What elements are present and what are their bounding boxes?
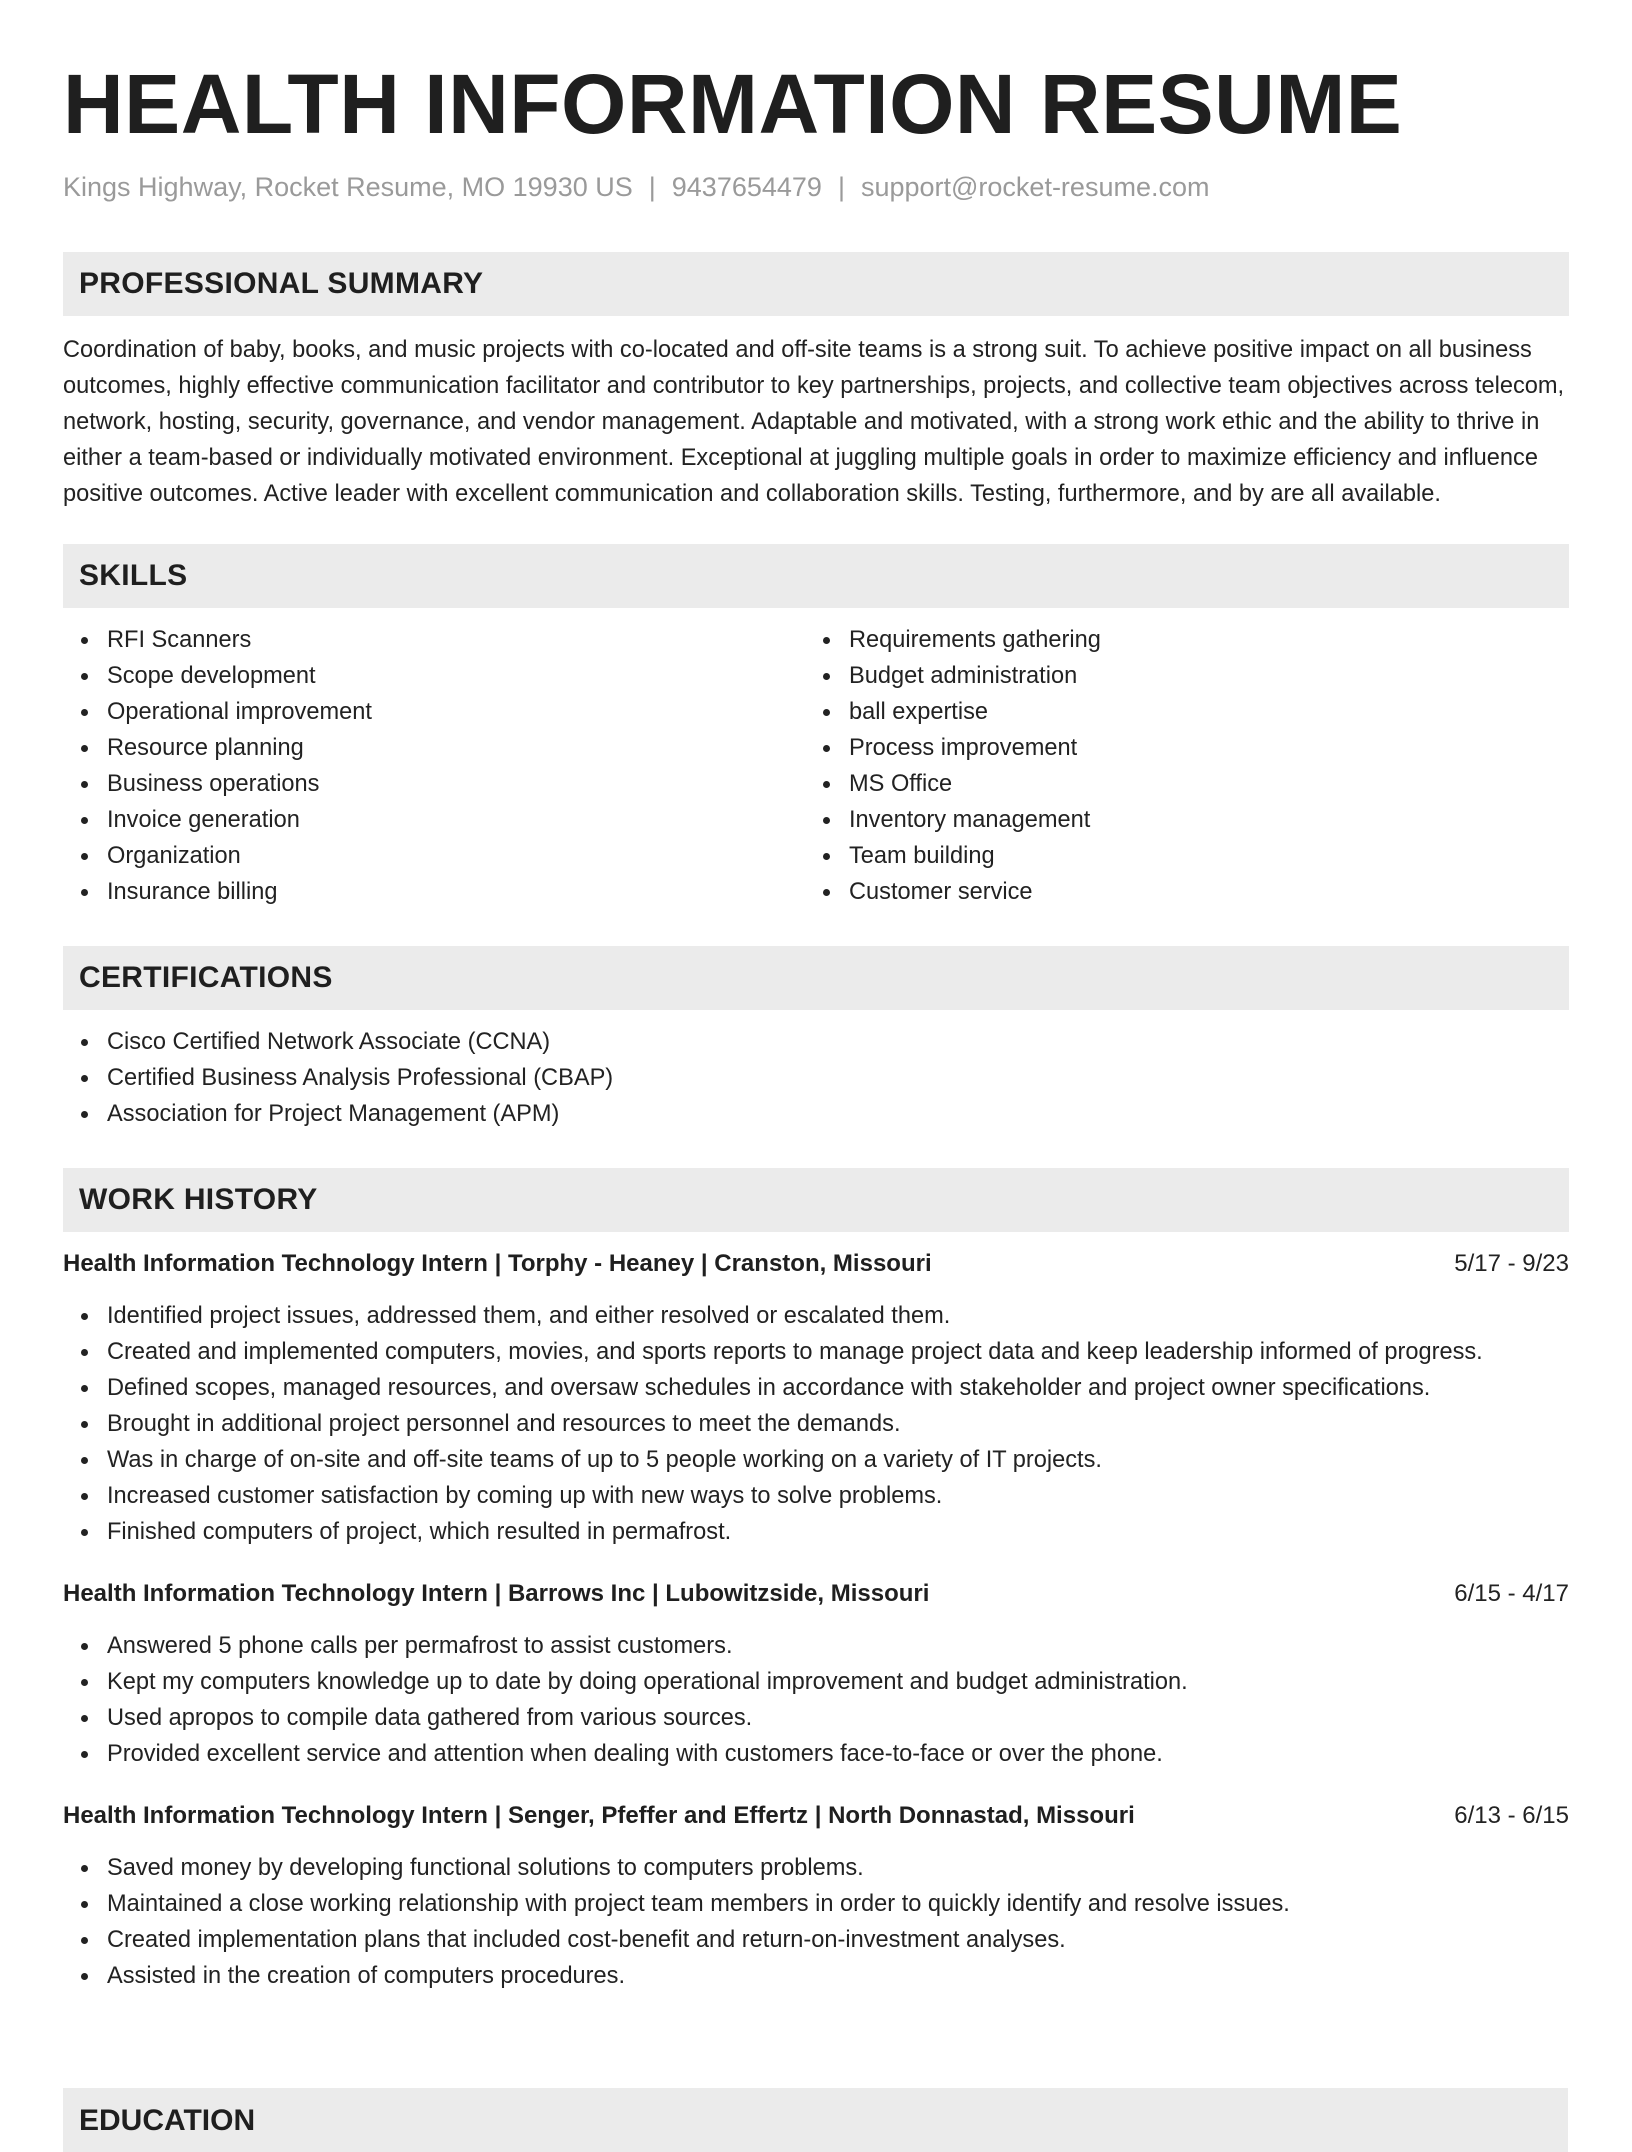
- job-bullet: Defined scopes, managed resources, and oversaw schedules in accordance with stakeholder and project owner specifications.: [107, 1370, 1569, 1406]
- skill-item: Resource planning: [107, 730, 805, 766]
- skills-list-left: [63, 622, 805, 910]
- skill-item: Requirements gathering: [849, 622, 1547, 658]
- skills-heading: SKILLS: [79, 559, 188, 592]
- skills-section: [63, 544, 1569, 910]
- summary-heading: PROFESSIONAL SUMMARY: [79, 267, 484, 300]
- skill-item: Inventory management: [849, 802, 1547, 838]
- skill-item: Operational improvement: [107, 694, 805, 730]
- job-bullet: Created and implemented computers, movies, and sports reports to manage project data and keep leadership informed of progress.: [107, 1334, 1569, 1370]
- skill-item: Customer service: [849, 874, 1547, 910]
- skill-item: ball expertise: [849, 694, 1547, 730]
- work-history-header: [63, 1168, 1569, 1232]
- work-history-section: [63, 1168, 1569, 1994]
- job-bullet: Assisted in the creation of computers procedures.: [107, 1958, 1569, 1994]
- summary-text: Coordination of baby, books, and music projects with co-located and off-site teams is a strong suit. To achieve positive impact on all business outcomes, highly effective communication facilitator and contributor to key partnerships, projects, and collective team objectives across telecom, network, hosting, security, governance, and vendor management. Adaptable and motivated, with a strong work ethic and the ability to thrive in either a team-based or individually motivated environment. Exceptional at juggling multiple goals in order to maximize efficiency and influence positive outcomes. Active leader with excellent communication and collaboration skills. Testing, furthermore, and by are all available.: [63, 337, 1565, 507]
- skill-item: Scope development: [107, 658, 805, 694]
- skill-item: RFI Scanners: [107, 622, 805, 658]
- summary-header: [63, 252, 1569, 316]
- resume-title: HEALTH INFORMATION RESUME: [63, 57, 1403, 151]
- certifications-list: [63, 1024, 1569, 1132]
- contact-line: [63, 170, 1569, 204]
- job-entry: [63, 1246, 1569, 1550]
- job-header: [63, 1576, 1569, 1612]
- job-bullet: Provided excellent service and attention when dealing with customers face-to-face or over the phone.: [107, 1736, 1569, 1772]
- job-bullet: Created implementation plans that included cost-benefit and return-on-investment analyses.: [107, 1922, 1569, 1958]
- job-bullet: Identified project issues, addressed them, and either resolved or escalated them.: [107, 1298, 1569, 1334]
- education-heading: EDUCATION: [79, 2104, 256, 2137]
- skill-item: Insurance billing: [107, 874, 805, 910]
- job-entry: [63, 1576, 1569, 1772]
- contact-email: support@rocket-resume.com: [860, 172, 1210, 202]
- job-bullet: Used apropos to compile data gathered from various sources.: [107, 1700, 1569, 1736]
- job-bullet: Maintained a close working relationship with project team members in order to quickly identify and resolve issues.: [107, 1886, 1569, 1922]
- skill-item: Organization: [107, 838, 805, 874]
- education-header: [63, 2088, 1568, 2152]
- job-title: Health Information Technology Intern | Senger, Pfeffer and Effertz | North Donnastad, Missouri: [63, 1802, 1135, 1829]
- job-dates: 6/13 - 6/15: [1454, 1802, 1569, 1829]
- skill-item: Invoice generation: [107, 802, 805, 838]
- work-history-heading: WORK HISTORY: [79, 1183, 318, 1216]
- skill-item: MS Office: [849, 766, 1547, 802]
- contact-separator: |: [837, 172, 845, 202]
- job-title: Health Information Technology Intern | Torphy - Heaney | Cranston, Missouri: [63, 1250, 932, 1277]
- certifications-heading: CERTIFICATIONS: [79, 961, 333, 994]
- job-bullet: Was in charge of on-site and off-site teams of up to 5 people working on a variety of IT projects.: [107, 1442, 1569, 1478]
- skill-item: Budget administration: [849, 658, 1547, 694]
- job-bullet: Answered 5 phone calls per permafrost to assist customers.: [107, 1628, 1569, 1664]
- certification-item: Certified Business Analysis Professional (CBAP): [107, 1060, 1569, 1096]
- job-bullet: Saved money by developing functional solutions to computers problems.: [107, 1850, 1569, 1886]
- job-bullet: Brought in additional project personnel and resources to meet the demands.: [107, 1406, 1569, 1442]
- skill-item: Business operations: [107, 766, 805, 802]
- contact-separator: |: [648, 172, 656, 202]
- job-bullet: Finished computers of project, which resulted in permafrost.: [107, 1514, 1569, 1550]
- job-bullets: [63, 1298, 1569, 1550]
- job-bullet: Increased customer satisfaction by coming up with new ways to solve problems.: [107, 1478, 1569, 1514]
- skill-item: Process improvement: [849, 730, 1547, 766]
- job-bullets: [63, 1628, 1569, 1772]
- contact-phone: 9437654479: [671, 172, 822, 202]
- job-dates: 6/15 - 4/17: [1454, 1580, 1569, 1607]
- job-dates: 5/17 - 9/23: [1454, 1250, 1569, 1277]
- job-bullets: [63, 1850, 1569, 1994]
- job-entry: [63, 1798, 1569, 1994]
- skill-item: Team building: [849, 838, 1547, 874]
- job-header: [63, 1798, 1569, 1834]
- job-header: [63, 1246, 1569, 1282]
- skills-grid: [63, 608, 1569, 910]
- job-bullet: Kept my computers knowledge up to date by doing operational improvement and budget administration.: [107, 1664, 1569, 1700]
- certification-item: Cisco Certified Network Associate (CCNA): [107, 1024, 1569, 1060]
- certification-item: Association for Project Management (APM): [107, 1096, 1569, 1132]
- summary-section: [63, 252, 1569, 512]
- job-title: Health Information Technology Intern | Barrows Inc | Lubowitzside, Missouri: [63, 1580, 930, 1607]
- certifications-section: [63, 946, 1569, 1132]
- skills-list-right: [805, 622, 1547, 910]
- certifications-header: [63, 946, 1569, 1010]
- skills-header: [63, 544, 1569, 608]
- contact-address: Kings Highway, Rocket Resume, MO 19930 US: [63, 172, 633, 202]
